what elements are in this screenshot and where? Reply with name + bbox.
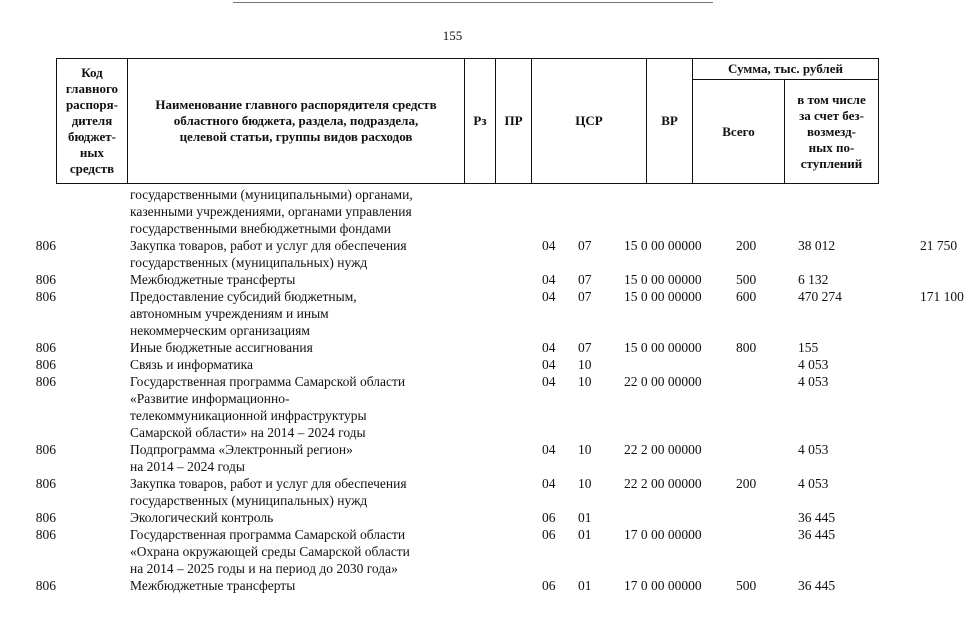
table-row [0, 441, 905, 475]
cell-name: Иные бюджетные ассигнования [130, 340, 313, 355]
cell-csr [592, 509, 714, 526]
header-rz: Рз [464, 58, 496, 184]
table-row [0, 186, 905, 237]
cell-pr: 10 [578, 442, 592, 457]
cell-code: 806 [35, 238, 56, 253]
cell-code: 806 [35, 340, 56, 355]
cell-vr: 800 [736, 340, 757, 355]
header-sum: Сумма, тыс. рублей [692, 58, 879, 80]
cell-vr [714, 509, 760, 526]
cell-free [854, 577, 970, 594]
cell-pr: 10 [578, 476, 592, 491]
page-number: 155 [442, 28, 463, 43]
cell-csr: 15 0 00 00000 [624, 340, 702, 355]
cell-free [854, 509, 970, 526]
cell-name: Предоставление субсидий бюджетным, автономным учреждениям и иным некоммерческим организациям [130, 289, 357, 338]
cell-total: 6 132 [798, 272, 829, 287]
table-row [0, 526, 905, 577]
cell-code: 806 [35, 357, 56, 372]
cell-free [854, 526, 970, 577]
cell-code: 806 [35, 527, 56, 542]
cell-name: Государственная программа Самарской области «Охрана окружающей среды Самарской области на 2014 – 2025 годы и на период до 2030 года» [130, 527, 410, 576]
cell-total [760, 186, 854, 237]
header-csr: ЦСР [531, 58, 647, 184]
cell-pr: 10 [578, 374, 592, 389]
cell-total: 36 445 [798, 510, 836, 525]
cell-vr: 200 [736, 476, 757, 491]
cell-pr: 07 [578, 238, 592, 253]
cell-rz: 04 [542, 442, 556, 457]
cell-vr [714, 526, 760, 577]
cell-csr: 15 0 00 00000 [624, 272, 702, 287]
header-total: Всего [692, 79, 785, 184]
cell-rz: 04 [542, 238, 556, 253]
cell-csr [592, 356, 714, 373]
cell-rz: 04 [542, 340, 556, 355]
cell-csr: 22 2 00 00000 [624, 442, 702, 457]
cell-code: 806 [35, 510, 56, 525]
cell-rz: 04 [542, 272, 556, 287]
table-row [0, 577, 905, 594]
cell-pr: 07 [578, 340, 592, 355]
cell-csr [592, 186, 714, 237]
table-row [0, 237, 958, 271]
cell-total: 36 445 [798, 578, 836, 593]
cell-pr: 01 [578, 527, 592, 542]
cell-vr [714, 356, 760, 373]
cell-csr: 22 2 00 00000 [624, 476, 702, 491]
cell-name: Экологический контроль [130, 510, 274, 525]
cell-rz: 06 [542, 527, 556, 542]
cell-rz: 04 [542, 289, 556, 304]
cell-total: 38 012 [798, 238, 836, 253]
cell-code: 806 [35, 272, 56, 287]
table-row [0, 509, 905, 526]
cell-name: государственными (муниципальными) органами, казенными учреждениями, органами управления государственными внебюджетными фондами [130, 187, 413, 236]
cell-name: Межбюджетные трансферты [130, 578, 296, 593]
cell-free [854, 271, 970, 288]
cell-rz: 06 [542, 578, 556, 593]
cell-name: Закупка товаров, работ и услуг для обеспечения государственных (муниципальных) нужд [130, 238, 407, 270]
cell-total: 4 053 [798, 442, 829, 457]
cell-name: Закупка товаров, работ и услуг для обеспечения государственных (муниципальных) нужд [130, 476, 407, 508]
table-row [0, 271, 905, 288]
cell-pr: 01 [578, 578, 592, 593]
cell-code: 806 [35, 476, 56, 491]
cell-free: 21 750 [920, 238, 958, 253]
cell-csr: 15 0 00 00000 [624, 289, 702, 304]
cell-total: 155 [798, 340, 819, 355]
cell-total: 4 053 [798, 357, 829, 372]
header-pr: ПР [495, 58, 532, 184]
cell-pr: 10 [578, 357, 592, 372]
cell-rz [470, 186, 558, 237]
cell-total: 36 445 [798, 527, 836, 542]
cell-rz: 04 [542, 476, 556, 491]
cell-csr: 17 0 00 00000 [624, 527, 702, 542]
cell-free [854, 475, 970, 509]
table-row [0, 373, 905, 441]
cell-code: 806 [35, 289, 56, 304]
cell-code: 806 [35, 578, 56, 593]
cell-vr [714, 186, 760, 237]
header-vr: ВР [646, 58, 693, 184]
header-free: в том числе за счет без- возмезд- ных по- ступлений [784, 79, 879, 184]
cell-pr [558, 186, 592, 237]
cell-pr: 07 [578, 272, 592, 287]
cell-total: 4 053 [798, 476, 829, 491]
cell-free: 171 100 [920, 289, 964, 304]
cell-vr: 500 [736, 578, 757, 593]
cell-csr: 22 0 00 00000 [624, 374, 702, 389]
cell-rz: 06 [542, 510, 556, 525]
cell-pr: 07 [578, 289, 592, 304]
cell-rz: 04 [542, 357, 556, 372]
cell-free [854, 356, 970, 373]
cell-vr [714, 373, 760, 441]
cell-free [854, 186, 970, 237]
header-code: Код главного распоря- дителя бюджет- ных средств [56, 58, 128, 184]
cell-name: Связь и информатика [130, 357, 253, 372]
cell-code [0, 186, 74, 237]
cell-code: 806 [35, 374, 56, 389]
cell-vr [714, 441, 760, 475]
cell-vr: 200 [736, 238, 757, 253]
cell-code: 806 [35, 442, 56, 457]
cell-name: Межбюджетные трансферты [130, 272, 296, 287]
table-row [0, 356, 905, 373]
top-scan-line [233, 2, 713, 3]
cell-total: 470 274 [798, 289, 842, 304]
table-body [0, 186, 964, 594]
cell-csr: 17 0 00 00000 [624, 578, 702, 593]
table-row [0, 339, 905, 356]
cell-csr: 15 0 00 00000 [624, 238, 702, 253]
header-name: Наименование главного распорядителя средств областного бюджета, раздела, подраздела, целевой статьи, группы видов расходов [127, 58, 465, 184]
cell-pr: 01 [578, 510, 592, 525]
cell-total: 4 053 [798, 374, 829, 389]
cell-free [854, 373, 970, 441]
cell-rz: 04 [542, 374, 556, 389]
table-row [0, 475, 905, 509]
cell-free [854, 339, 970, 356]
cell-free [854, 441, 970, 475]
table-row [0, 288, 964, 339]
cell-vr: 500 [736, 272, 757, 287]
cell-vr: 600 [736, 289, 757, 304]
cell-name: Подпрограмма «Электронный регион» на 2014 – 2024 годы [130, 442, 353, 474]
cell-name: Государственная программа Самарской области «Развитие информационно- телекоммуникационной инфраструктуры Самарской области» на 2014 – 2024 годы [130, 374, 406, 440]
